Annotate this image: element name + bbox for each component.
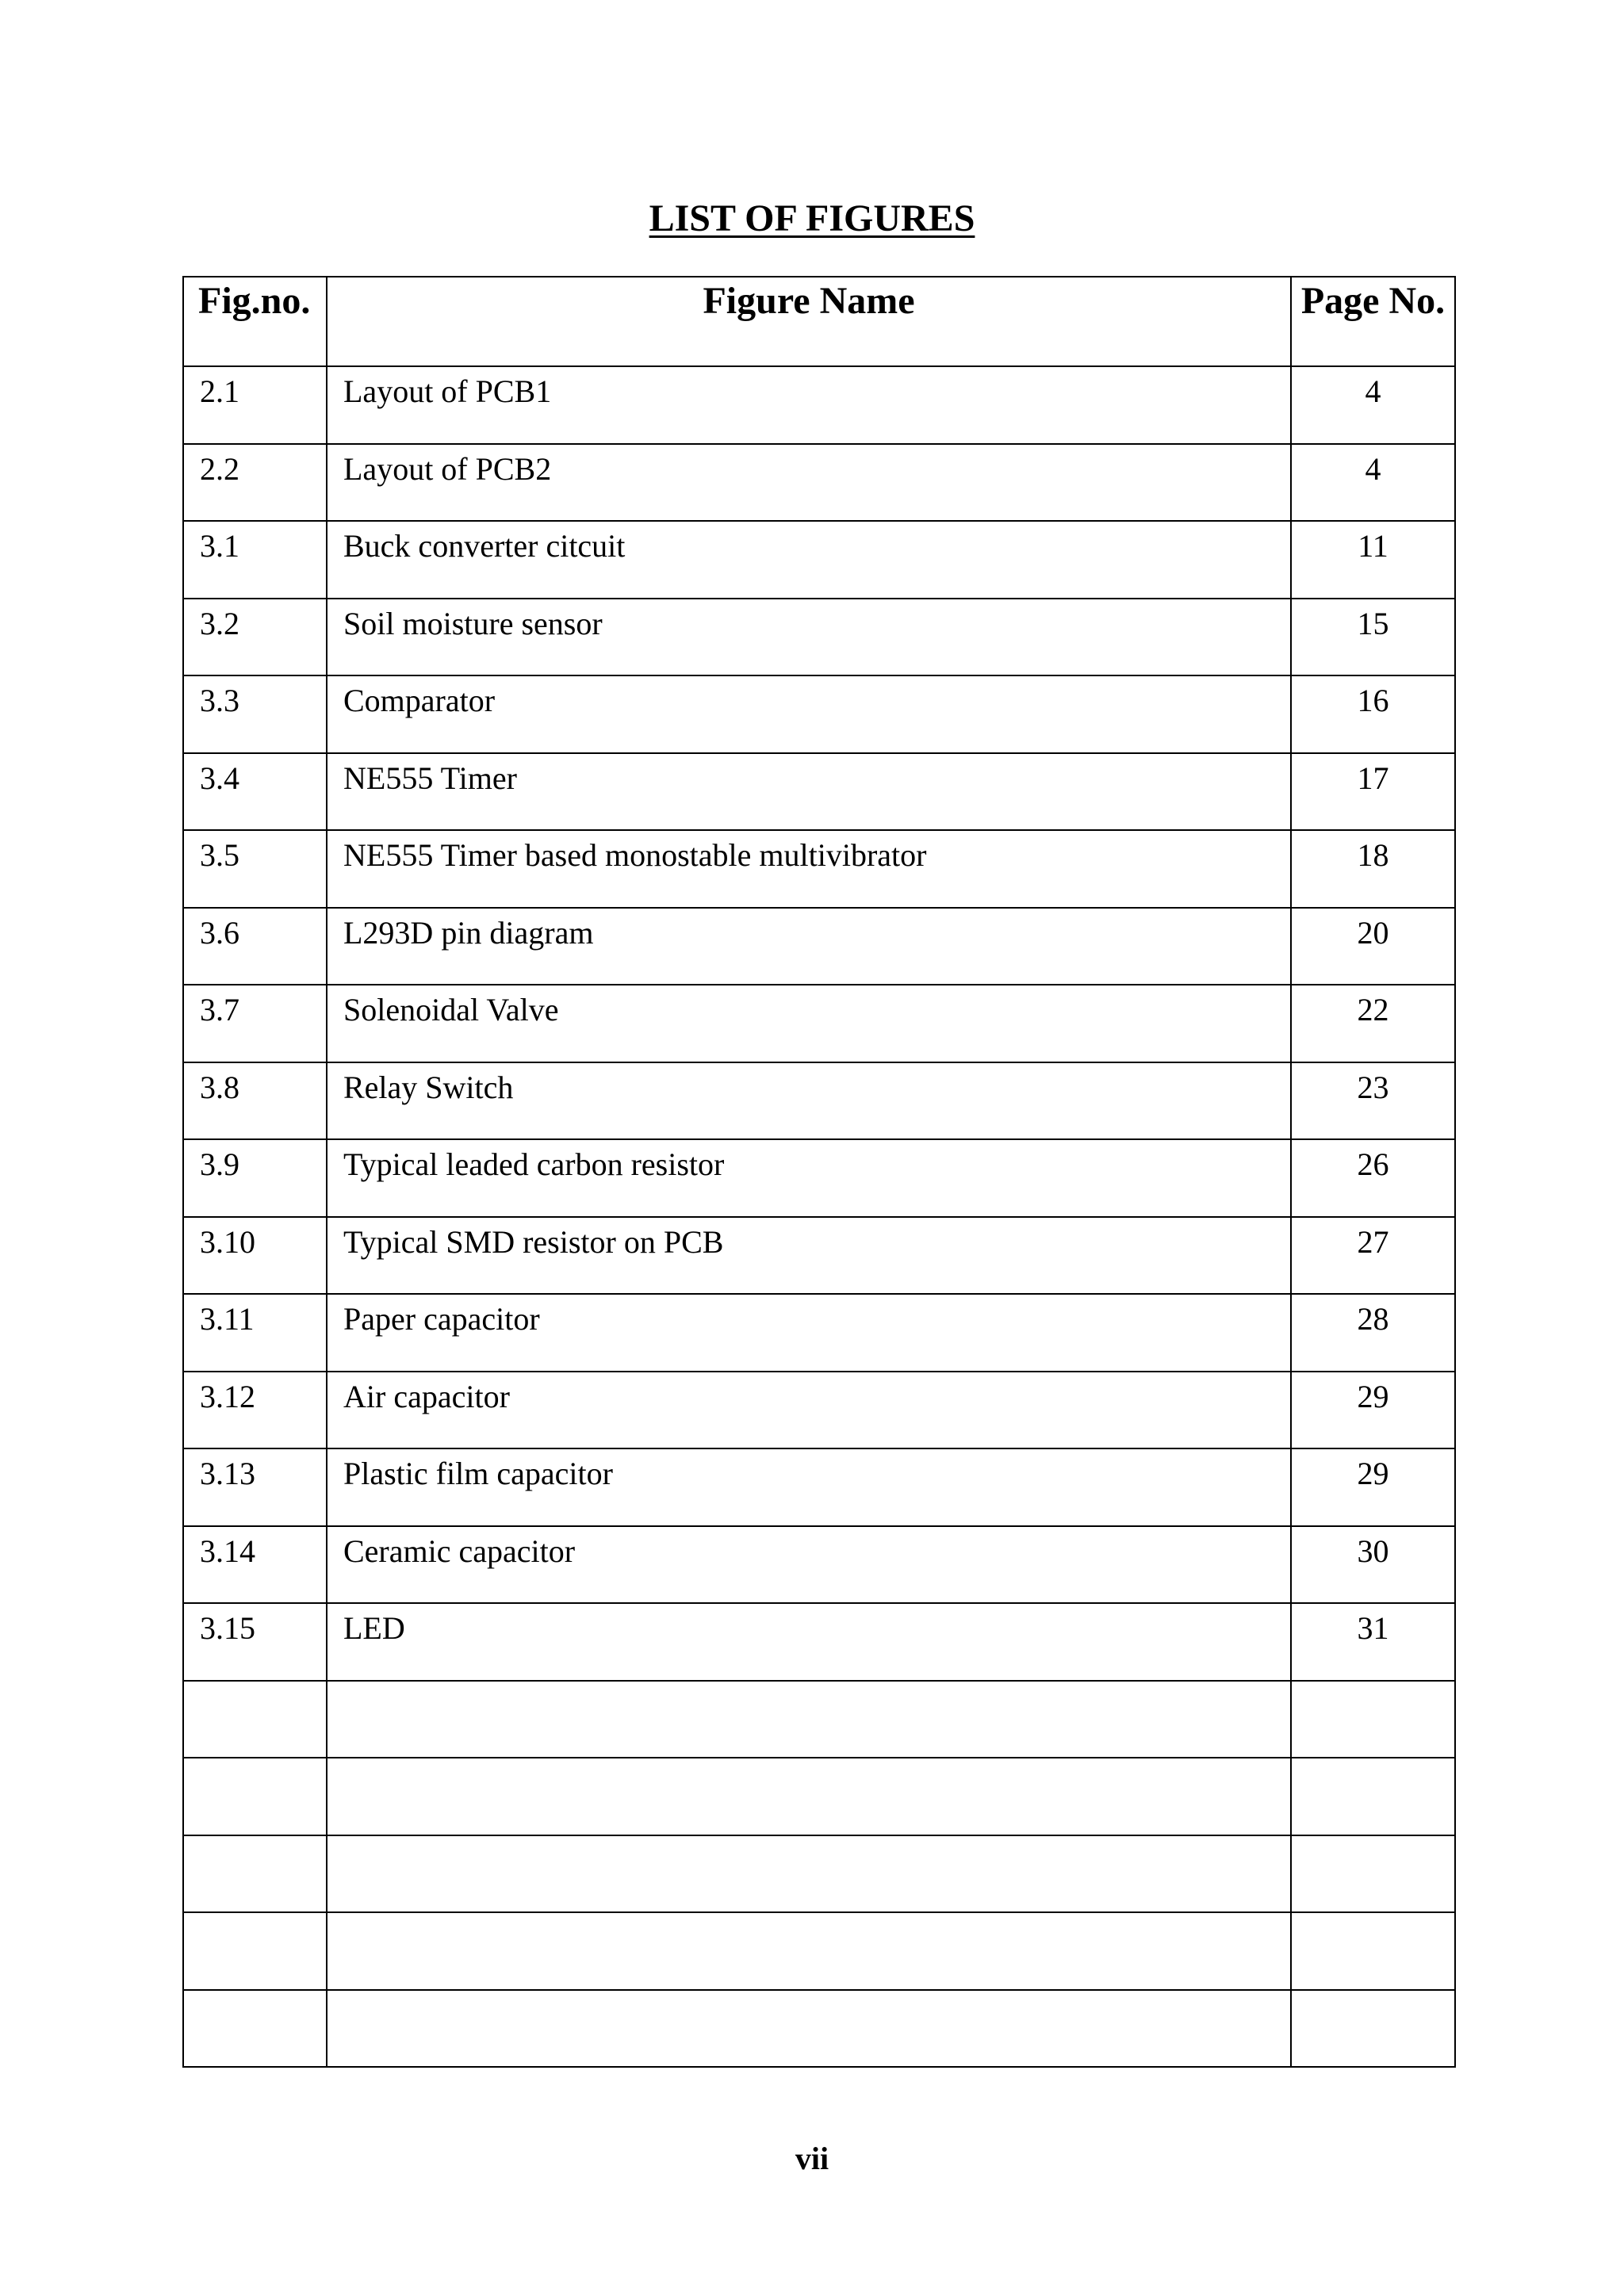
table-header-row: [183, 277, 1455, 366]
page-no-cell: 31: [1291, 1603, 1455, 1681]
table-row: [183, 1681, 1455, 1758]
page-no-cell: 4: [1291, 444, 1455, 522]
figure-name-cell: Comparator: [327, 675, 1291, 753]
page-number: vii: [795, 2141, 829, 2176]
fig-no-cell: [183, 1990, 327, 2068]
page-no-cell: 22: [1291, 985, 1455, 1062]
page-no-cell: 16: [1291, 675, 1455, 753]
figure-name-cell: L293D pin diagram: [327, 908, 1291, 985]
figure-name-cell: [327, 1681, 1291, 1758]
fig-no-cell: 3.1: [183, 521, 327, 599]
page-no-cell: [1291, 1912, 1455, 1990]
page-no-cell: 18: [1291, 830, 1455, 908]
figures-table: [182, 276, 1456, 2068]
fig-no-cell: 3.7: [183, 985, 327, 1062]
page-no-cell: 4: [1291, 366, 1455, 444]
fig-no-cell: 3.9: [183, 1139, 327, 1217]
table-row: [183, 1758, 1455, 1835]
table-row: [183, 908, 1455, 985]
figure-name-cell: [327, 1912, 1291, 1990]
figure-name-cell: Solenoidal Valve: [327, 985, 1291, 1062]
fig-no-cell: 3.12: [183, 1372, 327, 1449]
table-row: [183, 521, 1455, 599]
page-no-cell: 15: [1291, 599, 1455, 676]
figure-name-cell: Layout of PCB1: [327, 366, 1291, 444]
fig-no-cell: 3.3: [183, 675, 327, 753]
figure-name-cell: [327, 1990, 1291, 2068]
page-no-cell: 29: [1291, 1448, 1455, 1526]
table-row: [183, 1912, 1455, 1990]
page-title-text: LIST OF FIGURES: [649, 197, 975, 239]
figure-name-cell: Typical SMD resistor on PCB: [327, 1217, 1291, 1295]
figure-name-cell: LED: [327, 1603, 1291, 1681]
header-figure-name: Figure Name: [327, 277, 1291, 366]
figure-name-cell: Relay Switch: [327, 1062, 1291, 1140]
figure-name-cell: NE555 Timer based monostable multivibrator: [327, 830, 1291, 908]
table-row: [183, 830, 1455, 908]
page-no-cell: [1291, 1681, 1455, 1758]
page-title: [0, 195, 1624, 243]
table-row: [183, 1139, 1455, 1217]
table-row: [183, 1526, 1455, 1604]
figure-name-cell: Plastic film capacitor: [327, 1448, 1291, 1526]
fig-no-cell: 3.5: [183, 830, 327, 908]
figure-name-cell: [327, 1835, 1291, 1913]
figure-name-cell: Buck converter citcuit: [327, 521, 1291, 599]
figure-name-cell: Ceramic capacitor: [327, 1526, 1291, 1604]
page-no-cell: [1291, 1990, 1455, 2068]
table-row: [183, 1062, 1455, 1140]
table-body: [183, 366, 1455, 2067]
figure-name-cell: Paper capacitor: [327, 1294, 1291, 1372]
page-no-cell: [1291, 1835, 1455, 1913]
fig-no-cell: [183, 1758, 327, 1835]
figure-name-cell: NE555 Timer: [327, 753, 1291, 831]
fig-no-cell: 3.11: [183, 1294, 327, 1372]
figure-name-cell: [327, 1758, 1291, 1835]
page-no-cell: 23: [1291, 1062, 1455, 1140]
fig-no-cell: 3.4: [183, 753, 327, 831]
table-row: [183, 985, 1455, 1062]
page-no-cell: 30: [1291, 1526, 1455, 1604]
figure-name-cell: Soil moisture sensor: [327, 599, 1291, 676]
figure-name-cell: Air capacitor: [327, 1372, 1291, 1449]
fig-no-cell: 3.13: [183, 1448, 327, 1526]
header-page-no: Page No.: [1291, 277, 1455, 366]
table-row: [183, 1372, 1455, 1449]
table-row: [183, 1448, 1455, 1526]
table-row: [183, 1990, 1455, 2068]
fig-no-cell: 3.6: [183, 908, 327, 985]
fig-no-cell: [183, 1912, 327, 1990]
fig-no-cell: 3.14: [183, 1526, 327, 1604]
table-row: [183, 366, 1455, 444]
fig-no-cell: [183, 1681, 327, 1758]
fig-no-cell: 3.10: [183, 1217, 327, 1295]
page-no-cell: [1291, 1758, 1455, 1835]
fig-no-cell: [183, 1835, 327, 1913]
fig-no-cell: 2.1: [183, 366, 327, 444]
figure-name-cell: Layout of PCB2: [327, 444, 1291, 522]
page-no-cell: 26: [1291, 1139, 1455, 1217]
fig-no-cell: 3.8: [183, 1062, 327, 1140]
figure-name-cell: Typical leaded carbon resistor: [327, 1139, 1291, 1217]
page-no-cell: 11: [1291, 521, 1455, 599]
page-no-cell: 27: [1291, 1217, 1455, 1295]
table-row: [183, 753, 1455, 831]
fig-no-cell: 3.2: [183, 599, 327, 676]
header-fig-no: Fig.no.: [183, 277, 327, 366]
page-no-cell: 17: [1291, 753, 1455, 831]
page-no-cell: 20: [1291, 908, 1455, 985]
page-no-cell: 28: [1291, 1294, 1455, 1372]
table-row: [183, 599, 1455, 676]
table-row: [183, 1603, 1455, 1681]
fig-no-cell: 2.2: [183, 444, 327, 522]
table-row: [183, 1217, 1455, 1295]
fig-no-cell: 3.15: [183, 1603, 327, 1681]
table-row: [183, 1835, 1455, 1913]
page-no-cell: 29: [1291, 1372, 1455, 1449]
table-row: [183, 1294, 1455, 1372]
table-row: [183, 675, 1455, 753]
table-row: [183, 444, 1455, 522]
